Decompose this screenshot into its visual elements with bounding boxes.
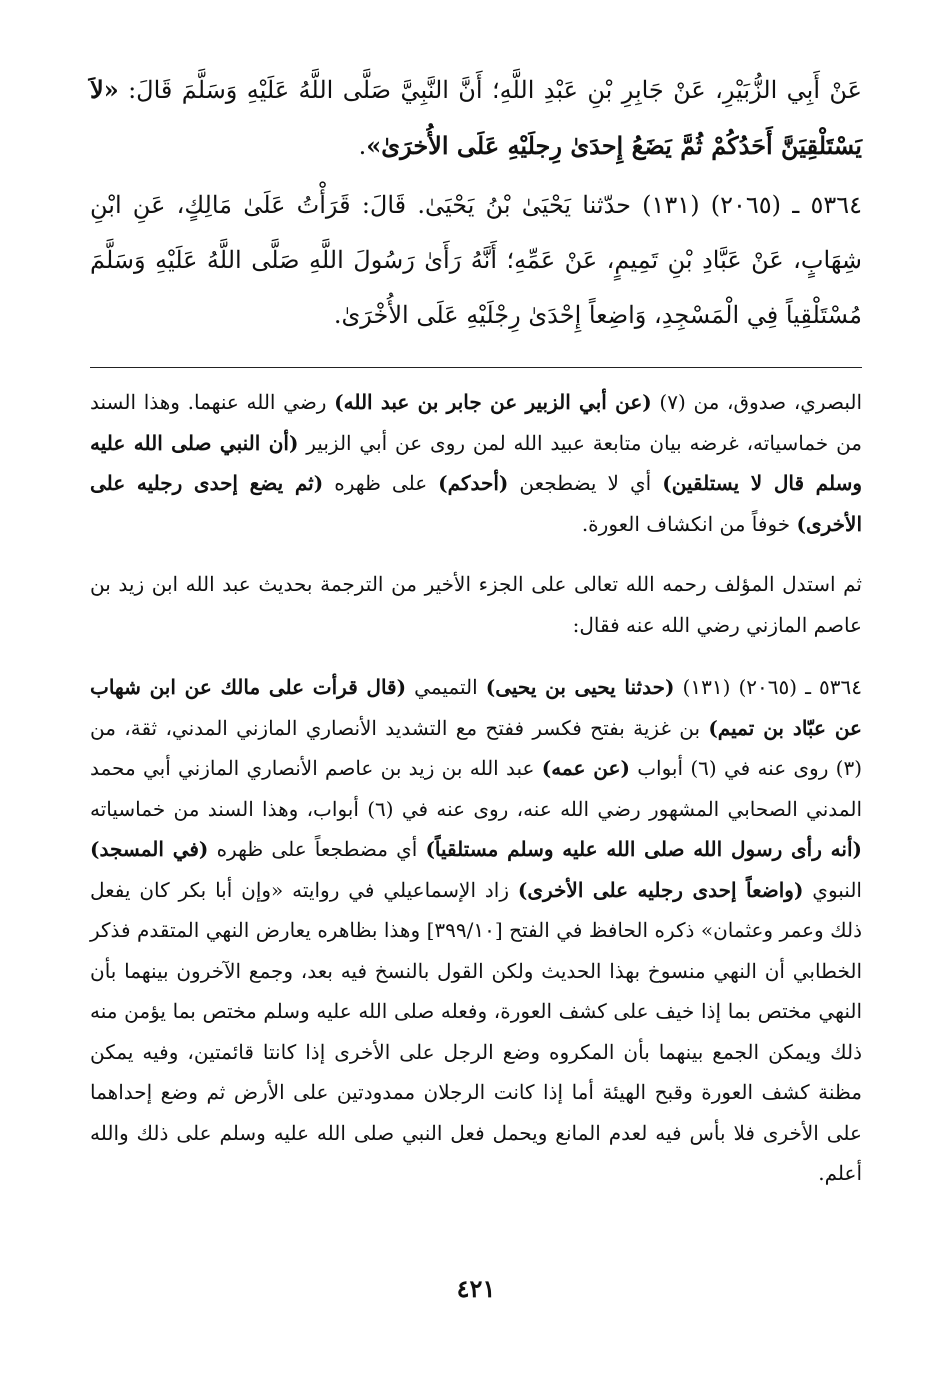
- commentary: [90, 382, 862, 1194]
- hadith-5363-end: عَنْ أَبِي الزُّبَيْرِ، عَنْ جَابِرِ بْنِ عَبْدِ اللَّهِ؛ أَنَّ النَّبِيَّ صَلَّى اللَّهُ عَلَيْهِ وَسَلَّمَ قَالَ: «لاَ يَسْتَلْقِيَنَّ أَحَدُكُمْ ثُمَّ يَضَعُ إِحدَىٰ رِجلَيْهِ عَلَى الأُخرَىٰ».: [90, 75, 862, 160]
- page-body: [90, 62, 862, 1194]
- hadith-text: [90, 62, 862, 343]
- footnote-divider: [90, 367, 862, 368]
- prophetic-quote: «لاَ يَسْتَلْقِيَنَّ أَحَدُكُمْ ثُمَّ يَضَعُ إِحدَىٰ رِجلَيْهِ عَلَى الأُخرَىٰ»: [90, 75, 862, 160]
- commentary-paragraph-1: البصري، صدوق، من (٧) (عن أبي الزبير عن جابر بن عبد الله) رضي الله عنهما. وهذا السند من خماسياته، غرضه بيان متابعة عبيد الله لمن روى عن أبي الزبير (أن النبي صلى الله عليه وسلم قال لا يستلقين) أي لا يضطجعن (أحدكم) على ظهره (ثم يضع إحدى رجليه على الأخرى) خوفاً من انكشاف العورة.: [90, 390, 863, 536]
- commentary-paragraph-2: ثم استدل المؤلف رحمه الله تعالى على الجزء الأخير من الترجمة بحديث عبد الله ابن زيد بن عاصم المازني رضي الله عنه فقال:: [90, 572, 862, 637]
- page-number: ٤٢١: [456, 1274, 496, 1303]
- commentary-paragraph-3: ٥٣٦٤ ـ (٢٠٦٥) (١٣١) (حدثنا يحيى بن يحيى) التميمي (قال قرأت على مالك عن ابن شهاب عن عبّاد بن تميم) بن غزية بفتح فكسر ففتح مع التشديد الأنصاري المازني المدني، ثقة، من (٣) روى عنه في (٦) أبواب (عن عمه) عبد الله بن زيد بن عاصم الأنصاري المازني أبي محمد المدني الصحابي المشهور رضي الله عنه، روى عنه في (٦) أبواب، وهذا السند من خماسياته (أنه رأى رسول الله صلى الله عليه وسلم مستلقياً) أي مضطجعاً على ظهره (في المسجد) النبوي (واضعاً إحدى رجليه على الأخرى) زاد الإسماعيلي في روايته «وإن أبا بكر كان يفعل ذلك وعمر وعثمان» ذكره الحافظ في الفتح [٣٩٩/١٠] وهذا بظاهره يعارض النهي المتقدم فذكر الخطابي أن النهي منسوخ بهذا الحديث ولكن القول بالنسخ فيه بعد، وجمع الآخرون بينهما بأن النهي مختص بما إذا خيف على كشف العورة، وفعله صلى الله عليه وسلم مختص بما يؤمن منه ذلك ويمكن الجمع بينهما بأن المكروه وضع الرجل على الأخرى إذا كانتا قائمتين، وفيه يمكن مظنة كشف العورة وقبح الهيئة أما إذا كانت الرجلان ممدودتين على الأرض ثم وضع إحداهما على الأخرى فلا بأس فيه لعدم المانع ويحمل فعل النبي صلى الله عليه وسلم على ذلك والله أعلم.: [90, 675, 863, 1185]
- hadith-5364: ٥٣٦٤ ـ (٢٠٦٥) (١٣١) حدّثنا يَحْيَىٰ بْنُ يَحْيَىٰ. قَالَ: قَرَأْتُ عَلَىٰ مَالِكٍ، عَنِ ابْنِ شِهَابٍ، عَنْ عَبَّادِ بْنِ تَمِيمٍ، عَنْ عَمِّهِ؛ أَنَّهُ رَأَىٰ رَسُولَ اللَّهِ صَلَّى اللَّهُ عَلَيْهِ وَسَلَّمَ مُسْتَلْقِياً فِي الْمَسْجِدِ، وَاضِعاً إِحْدَىٰ رِجْلَيْهِ عَلَى الأُخْرَىٰ.: [90, 191, 862, 329]
